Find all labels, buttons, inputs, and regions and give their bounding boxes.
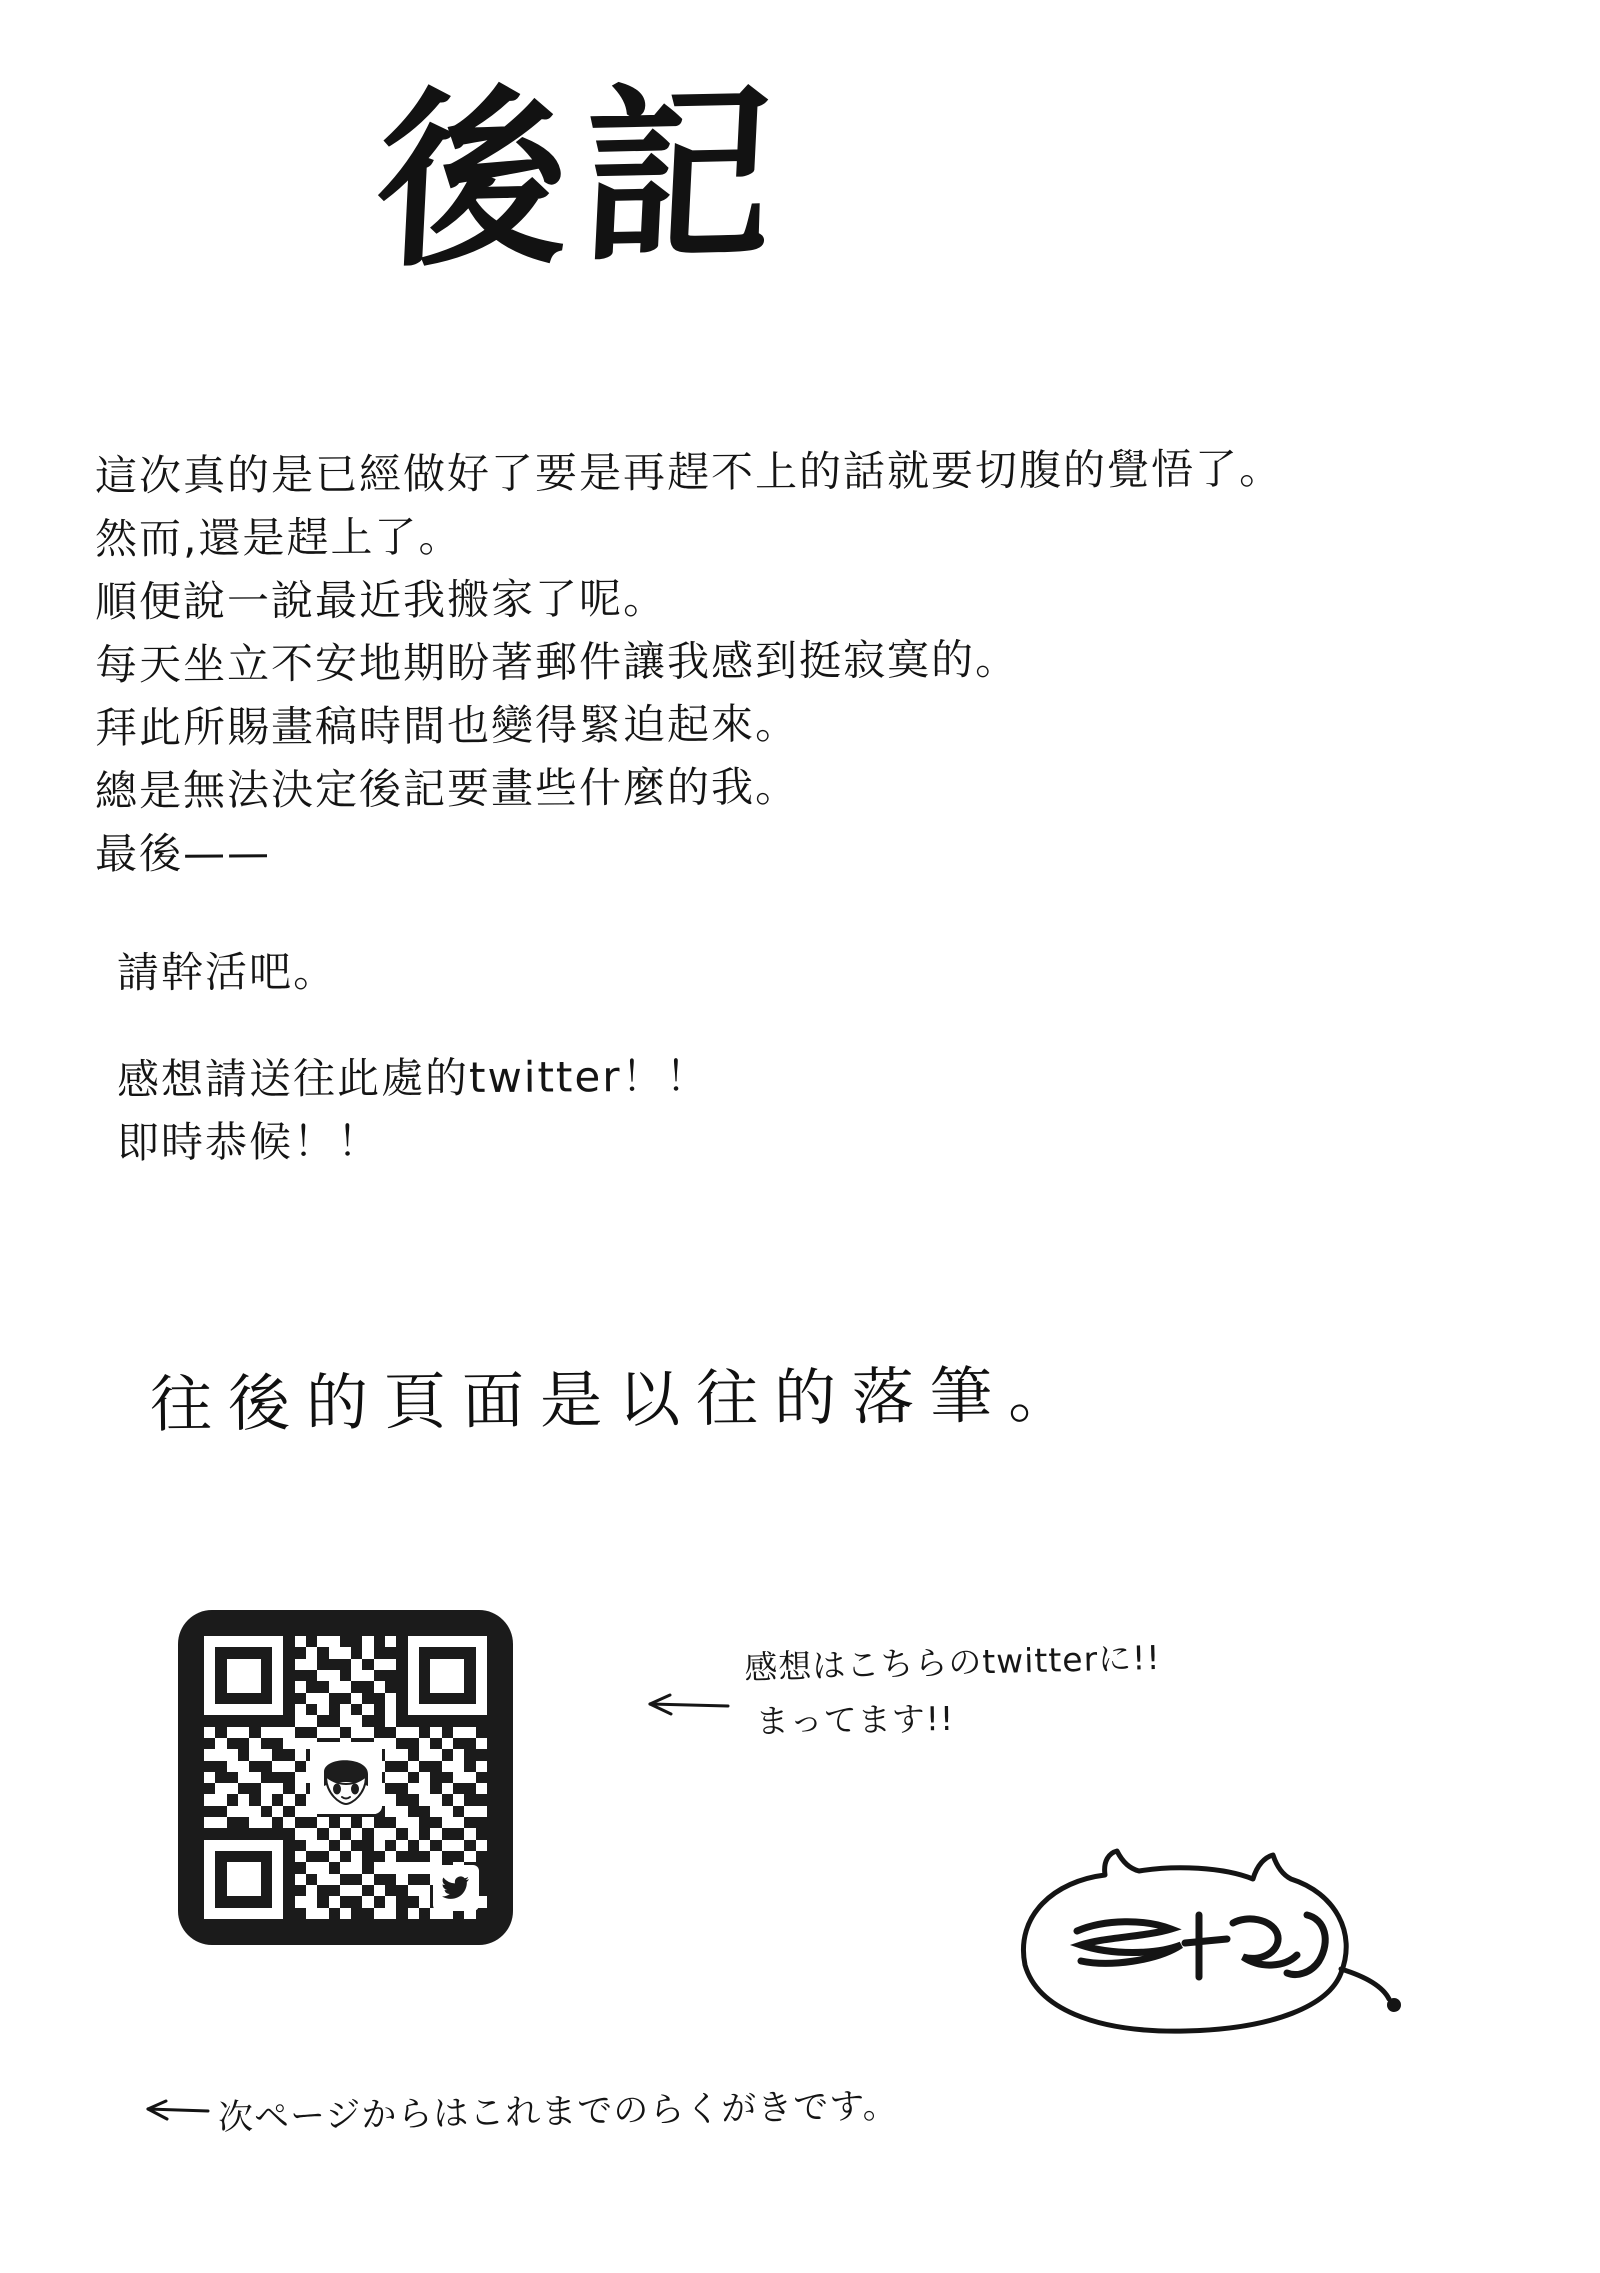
- body-line: 然而,還是趕上了。: [94, 512, 463, 564]
- twitter-bird-icon: [433, 1865, 479, 1911]
- page-title: 後記: [372, 63, 792, 294]
- qr-annotation: [744, 1630, 1163, 1752]
- qr-annotation-line2: まってます!!: [755, 1698, 955, 1741]
- body-line: 總是無法決定後記要畫些什麼的我。: [94, 762, 800, 816]
- afterword-body: [95, 440, 1515, 1170]
- qr-annotation-line1: 感想はこちらのtwitterに!!: [743, 1637, 1162, 1688]
- closing-line: 請幹活吧。: [116, 946, 338, 998]
- arrow-left-icon: [640, 1690, 730, 1720]
- artist-signature: [985, 1845, 1405, 2055]
- body-line: 最後——: [94, 828, 272, 879]
- bottom-annotation-text: 次ページからはこれまでのらくがきです。: [217, 2086, 899, 2139]
- twitter-line: 感想請送往此處的twitter！！: [116, 1051, 710, 1105]
- bottom-annotation: [140, 2078, 899, 2141]
- twitter-qr-code[interactable]: [178, 1610, 513, 1945]
- twitter-line: 即時恭候！！: [116, 1116, 382, 1168]
- body-line: 每天坐立不安地期盼著郵件讓我感到挺寂寞的。: [94, 634, 1020, 690]
- next-pages-note: 往後的頁面是以往的落筆。: [149, 1358, 1087, 1441]
- text-spacer: [95, 881, 1515, 937]
- body-line: 拜此所賜畫稿時間也變得緊迫起來。: [94, 699, 800, 753]
- body-line: 順便說一說最近我搬家了呢。: [94, 573, 668, 627]
- girl-avatar-icon: [310, 1742, 382, 1814]
- body-line: 這次真的是已經做好了要是再趕不上的話就要切腹的覺悟了。: [94, 444, 1284, 501]
- text-spacer: [95, 1000, 1515, 1044]
